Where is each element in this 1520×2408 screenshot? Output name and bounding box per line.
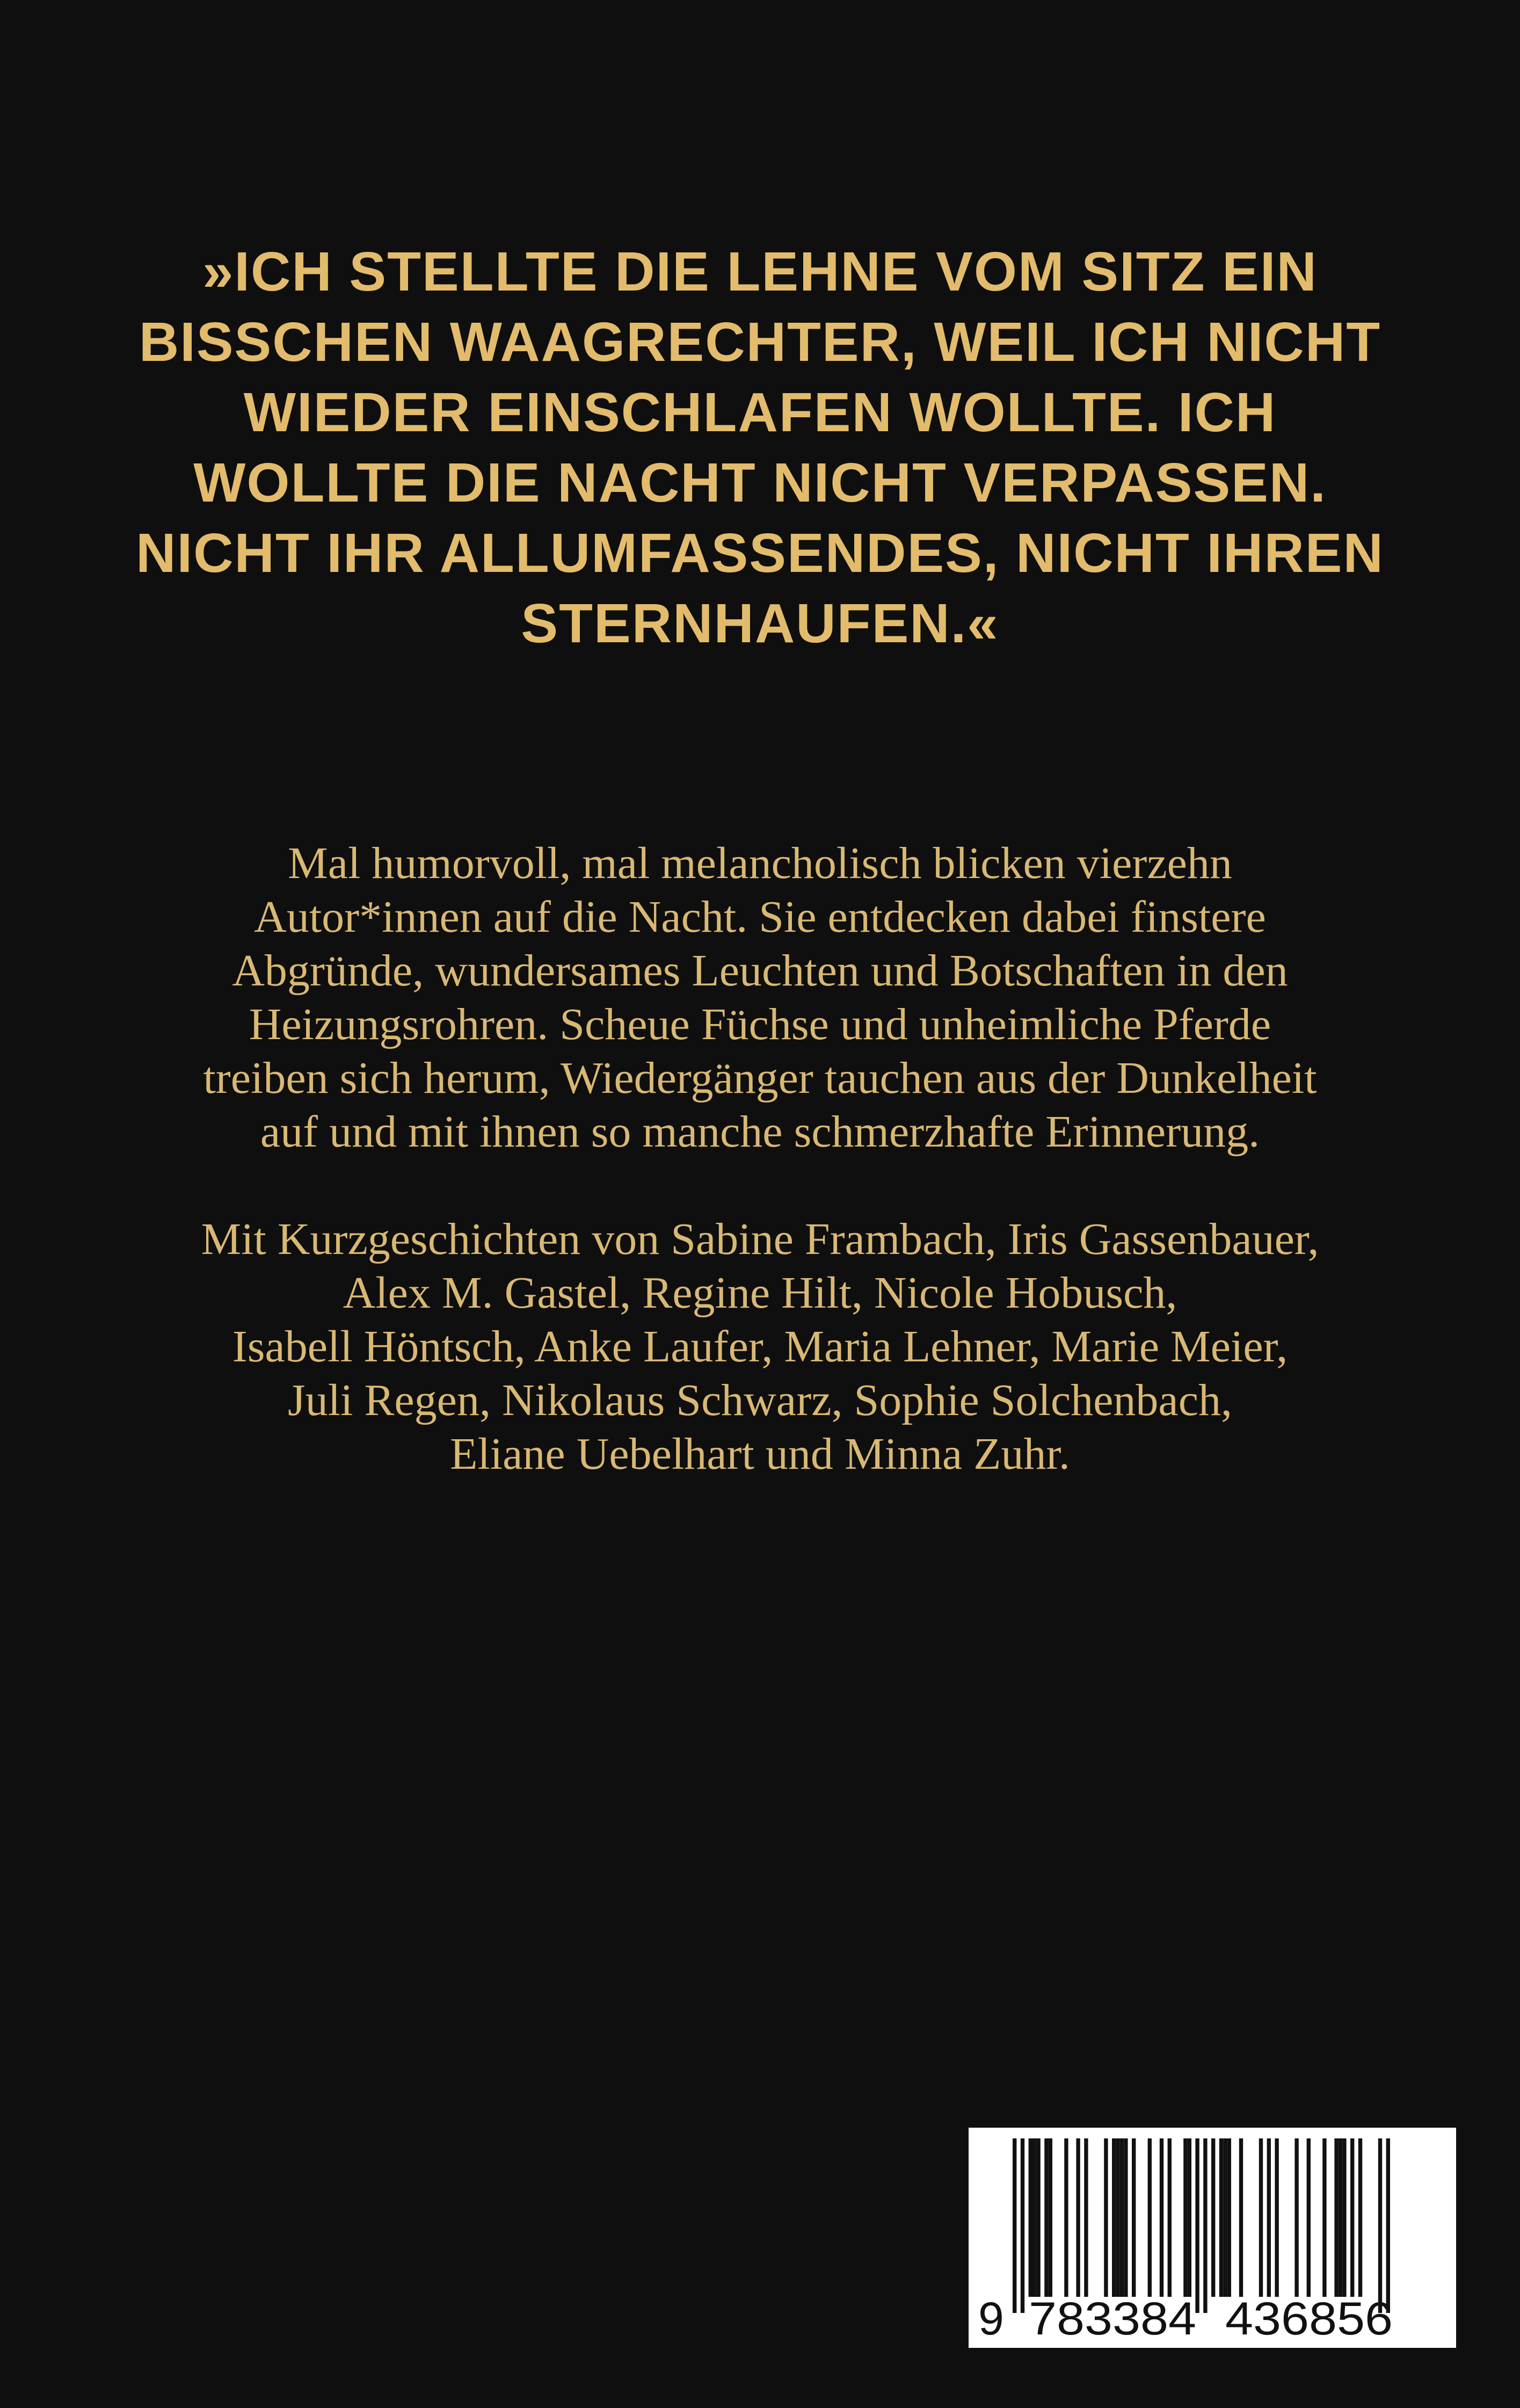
barcode-bar xyxy=(1275,2138,1278,2297)
barcode-bar xyxy=(1160,2138,1163,2297)
isbn-right-group: 436856 xyxy=(1225,2293,1393,2345)
book-description xyxy=(118,837,1402,1159)
barcode-bar xyxy=(1116,2138,1119,2297)
authors-line: Juli Regen, Nikolaus Schwarz, Sophie Solchenbach, xyxy=(288,1375,1232,1425)
barcode-bar xyxy=(1219,2138,1223,2297)
barcode-bar xyxy=(1342,2138,1346,2297)
cover-quote xyxy=(107,236,1413,658)
barcode-bar xyxy=(1183,2138,1187,2297)
authors-line: Eliane Uebelhart und Minna Zuhr. xyxy=(450,1429,1070,1479)
isbn-barcode xyxy=(969,2128,1456,2348)
barcode-bar xyxy=(1112,2138,1116,2297)
description-line: Abgründe, wundersames Leuchten und Botschaften in den xyxy=(232,946,1288,996)
barcode-bar xyxy=(1259,2138,1263,2297)
barcode-bar xyxy=(1168,2138,1172,2297)
quote-line: WOLLTE DIE NACHT NICHT VERPASSEN. xyxy=(193,452,1327,513)
description-line: Autor*innen auf die Nacht. Sie entdecken dabei finstere xyxy=(254,892,1266,942)
quote-line: NICHT IHR ALLUMFASSENDES, NICHT IHREN xyxy=(136,522,1384,584)
barcode-bar xyxy=(1029,2138,1032,2297)
description-line: treiben sich herum, Wiedergänger tauchen aus der Dunkelheit xyxy=(203,1053,1317,1103)
barcode-bar xyxy=(1386,2138,1390,2313)
barcode-bar xyxy=(1223,2138,1227,2297)
isbn-first-digit: 9 xyxy=(978,2293,1004,2345)
description-line: Mal humorvoll, mal melancholisch blicken vierzehn xyxy=(288,838,1232,888)
authors-line: Alex M. Gastel, Regine Hilt, Nicole Hobusch, xyxy=(343,1268,1177,1318)
isbn-left-group: 783384 xyxy=(1029,2293,1196,2345)
barcode-bar xyxy=(1358,2138,1362,2297)
barcode-bar xyxy=(1032,2138,1036,2297)
barcode-bar xyxy=(1104,2138,1108,2297)
barcode-bar xyxy=(1124,2138,1128,2297)
barcode-bar xyxy=(1021,2138,1024,2313)
barcode-bar xyxy=(1084,2138,1088,2297)
barcode-bar xyxy=(1339,2138,1342,2297)
barcode-bar xyxy=(1307,2138,1311,2297)
barcode-bar xyxy=(1036,2138,1040,2297)
barcode-bar xyxy=(1203,2138,1207,2313)
barcode-bar xyxy=(1334,2138,1338,2297)
barcode-bar xyxy=(1148,2138,1152,2297)
barcode-bar xyxy=(1188,2138,1191,2297)
description-line: Heizungsrohren. Scheue Füchse und unheimliche Pferde xyxy=(249,999,1271,1049)
quote-line: »ICH STELLTE DIE LEHNE VOM SITZ EIN xyxy=(202,241,1318,302)
barcode-bar xyxy=(1227,2138,1231,2297)
authors-line: Mit Kurzgeschichten von Sabine Frambach, Iris Gassenbauer, xyxy=(201,1214,1319,1264)
barcode-bar xyxy=(1049,2138,1052,2297)
barcode-bar xyxy=(1064,2138,1068,2297)
barcode-bar xyxy=(1350,2138,1354,2297)
barcode-bars xyxy=(1013,2138,1390,2313)
barcode-bar xyxy=(1195,2138,1199,2313)
barcode-bar xyxy=(1013,2138,1016,2313)
barcode-bar xyxy=(1239,2138,1243,2297)
barcode-bar xyxy=(1120,2138,1124,2297)
barcode-bar xyxy=(1076,2138,1080,2297)
description-line: auf und mit ihnen so manche schmerzhafte Erinnerung. xyxy=(260,1107,1260,1157)
barcode-bar xyxy=(1322,2138,1326,2297)
barcode-bar xyxy=(1267,2138,1271,2297)
authors-line: Isabell Höntsch, Anke Laufer, Maria Lehner, Marie Meier, xyxy=(232,1322,1288,1372)
quote-line: WIEDER EINSCHLAFEN WOLLTE. ICH xyxy=(243,381,1277,443)
author-list xyxy=(118,1213,1402,1481)
barcode-bar xyxy=(1132,2138,1136,2297)
barcode-bar xyxy=(1211,2138,1215,2297)
barcode-bar xyxy=(1294,2138,1298,2297)
barcode-graphic xyxy=(969,2128,1456,2348)
quote-line: STERNHAUFEN.« xyxy=(521,592,999,654)
quote-line: BISSCHEN WAAGRECHTER, WEIL ICH NICHT xyxy=(139,311,1381,373)
barcode-bar xyxy=(1044,2138,1048,2297)
barcode-bar xyxy=(1378,2138,1382,2313)
